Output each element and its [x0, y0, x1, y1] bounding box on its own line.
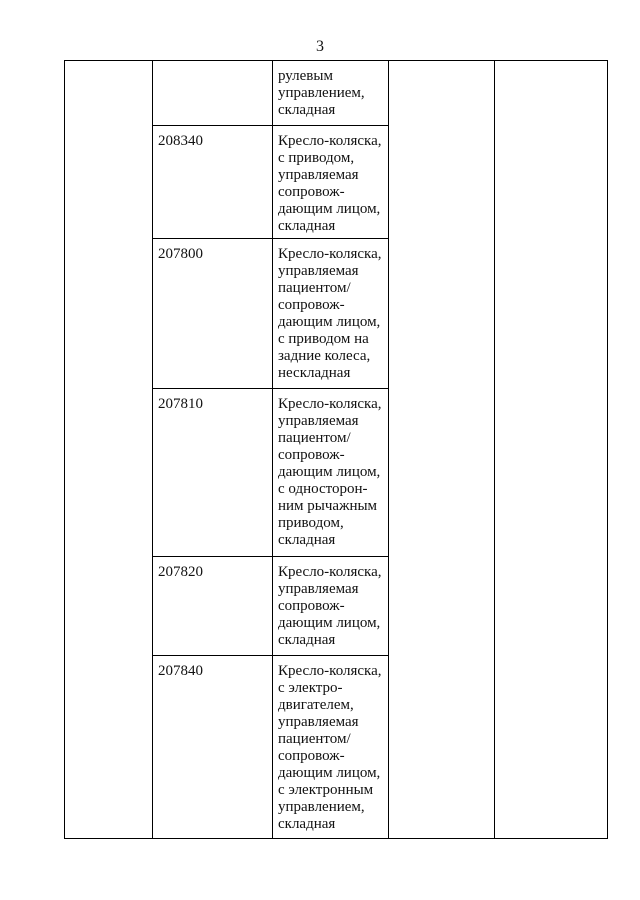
column-divider	[152, 60, 153, 839]
column-divider	[494, 60, 495, 839]
row-divider	[152, 556, 389, 557]
row-code: 207800	[158, 246, 203, 262]
row-divider	[152, 125, 389, 126]
table-right-border	[607, 60, 608, 839]
row-code: 207810	[158, 396, 203, 412]
row-description: Кресло-коляска, с электро- двигателем, управляемая пациентом/ сопровож- дающим лицом, с электронным управлением, складная	[278, 663, 382, 832]
column-divider	[388, 60, 389, 839]
row-description: Кресло-коляска, управляемая сопровож- дающим лицом, складная	[278, 564, 382, 648]
row-divider	[152, 655, 389, 656]
row-description: Кресло-коляска, с приводом, управляемая сопровож- дающим лицом, складная	[278, 133, 382, 234]
column-divider	[272, 60, 273, 839]
row-divider	[152, 238, 389, 239]
row-description: рулевым управлением, складная	[278, 68, 365, 118]
row-divider	[152, 388, 389, 389]
row-code: 208340	[158, 133, 203, 149]
row-code: 207820	[158, 564, 203, 580]
row-description: Кресло-коляска, управляемая пациентом/ сопровож- дающим лицом, с односторон- ним рычажным приводом, складная	[278, 396, 382, 548]
row-code: 207840	[158, 663, 203, 679]
table-left-border	[64, 60, 65, 839]
table-bottom-border	[64, 838, 608, 839]
page-number: 3	[316, 38, 324, 55]
table-top-border	[64, 60, 608, 61]
row-description: Кресло-коляска, управляемая пациентом/ сопровож- дающим лицом, с приводом на задние колеса, нескладная	[278, 246, 382, 381]
